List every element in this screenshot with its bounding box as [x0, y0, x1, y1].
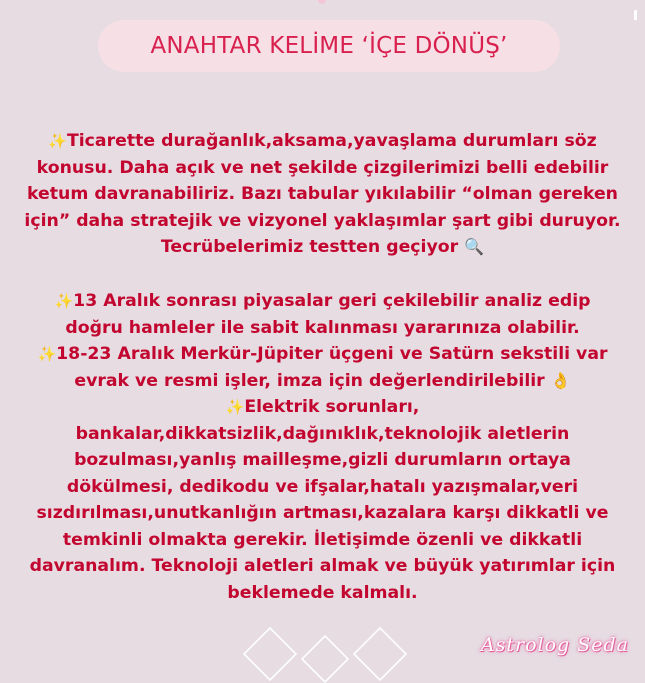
diamond-ornament: [230, 618, 420, 683]
text-line: evrak ve resmi işler, imza için değerlendirilebilir 👌: [74, 370, 571, 391]
text-line: ✨18-23 Aralık Merkür-Jüpiter üçgeni ve Satürn sekstili var: [37, 344, 608, 364]
sparkles-icon: ✨: [37, 345, 57, 363]
paragraph-commerce: [0, 128, 645, 261]
text-line: Tecrübelerimiz testten geçiyor 🔍: [160, 237, 485, 257]
sparkles-icon: ✨: [54, 292, 74, 310]
text-line: ✨Elektrik sorunları,: [225, 397, 420, 417]
diamond-shape: [244, 628, 296, 680]
text-line: bozulması,yanlış mailleşme,gizli durumların ortaya: [74, 450, 571, 470]
text-line: ketum davranabiliriz. Bazı tabular yıkılabilir “olman gereken: [27, 184, 618, 204]
sparkles-icon: ✨: [225, 398, 245, 416]
diamond-shape: [302, 636, 348, 682]
text-line: için” daha stratejik ve vizyonel yaklaşımlar şart gibi duruyor.: [24, 210, 621, 231]
text-line: ✨13 Aralık sonrası piyasalar geri çekilebilir analiz edip: [54, 291, 591, 311]
ok-hand-icon: 👌: [550, 370, 571, 390]
text-line: temkinli olmakta gerekir. İletişimde özenli ve dikkatli: [62, 529, 583, 550]
text-line: beklemede kalmalı.: [227, 582, 418, 603]
decorative-dot: [318, 0, 326, 4]
diamond-shape: [354, 628, 406, 680]
watermark-signature: Astrolog Seda: [480, 634, 629, 656]
title-banner: [98, 20, 560, 72]
text-line: davranalım. Teknoloji aletleri almak ve büyük yatırımlar için: [29, 556, 616, 576]
text-line: ✨Ticarette durağanlık,aksama,yavaşlama durumları söz: [48, 131, 597, 151]
text-line: sızdırılması,unutkanlığın artması,kazalara karşı dikkatli ve: [36, 503, 609, 523]
sparkles-icon: ✨: [48, 132, 67, 150]
page-title: ANAHTAR KELİME ‘İÇE DÖNÜŞ’: [150, 33, 508, 59]
magnifier-icon: 🔍: [464, 237, 485, 256]
decorative-dash: [634, 10, 637, 20]
paragraph-markets: [0, 288, 645, 606]
text-line: dökülmesi, dedikodu ve ifşalar,hatalı yazışmalar,veri: [66, 476, 579, 497]
text-line: doğru hamleler ile sabit kalınması yararınıza olabilir.: [65, 317, 580, 338]
text-line: konusu. Daha açık ve net şekilde çizgilerimizi belli edebilir: [36, 157, 609, 178]
text-line: bankalar,dikkatsizlik,dağınıklık,teknolojik aletlerin: [75, 423, 570, 444]
